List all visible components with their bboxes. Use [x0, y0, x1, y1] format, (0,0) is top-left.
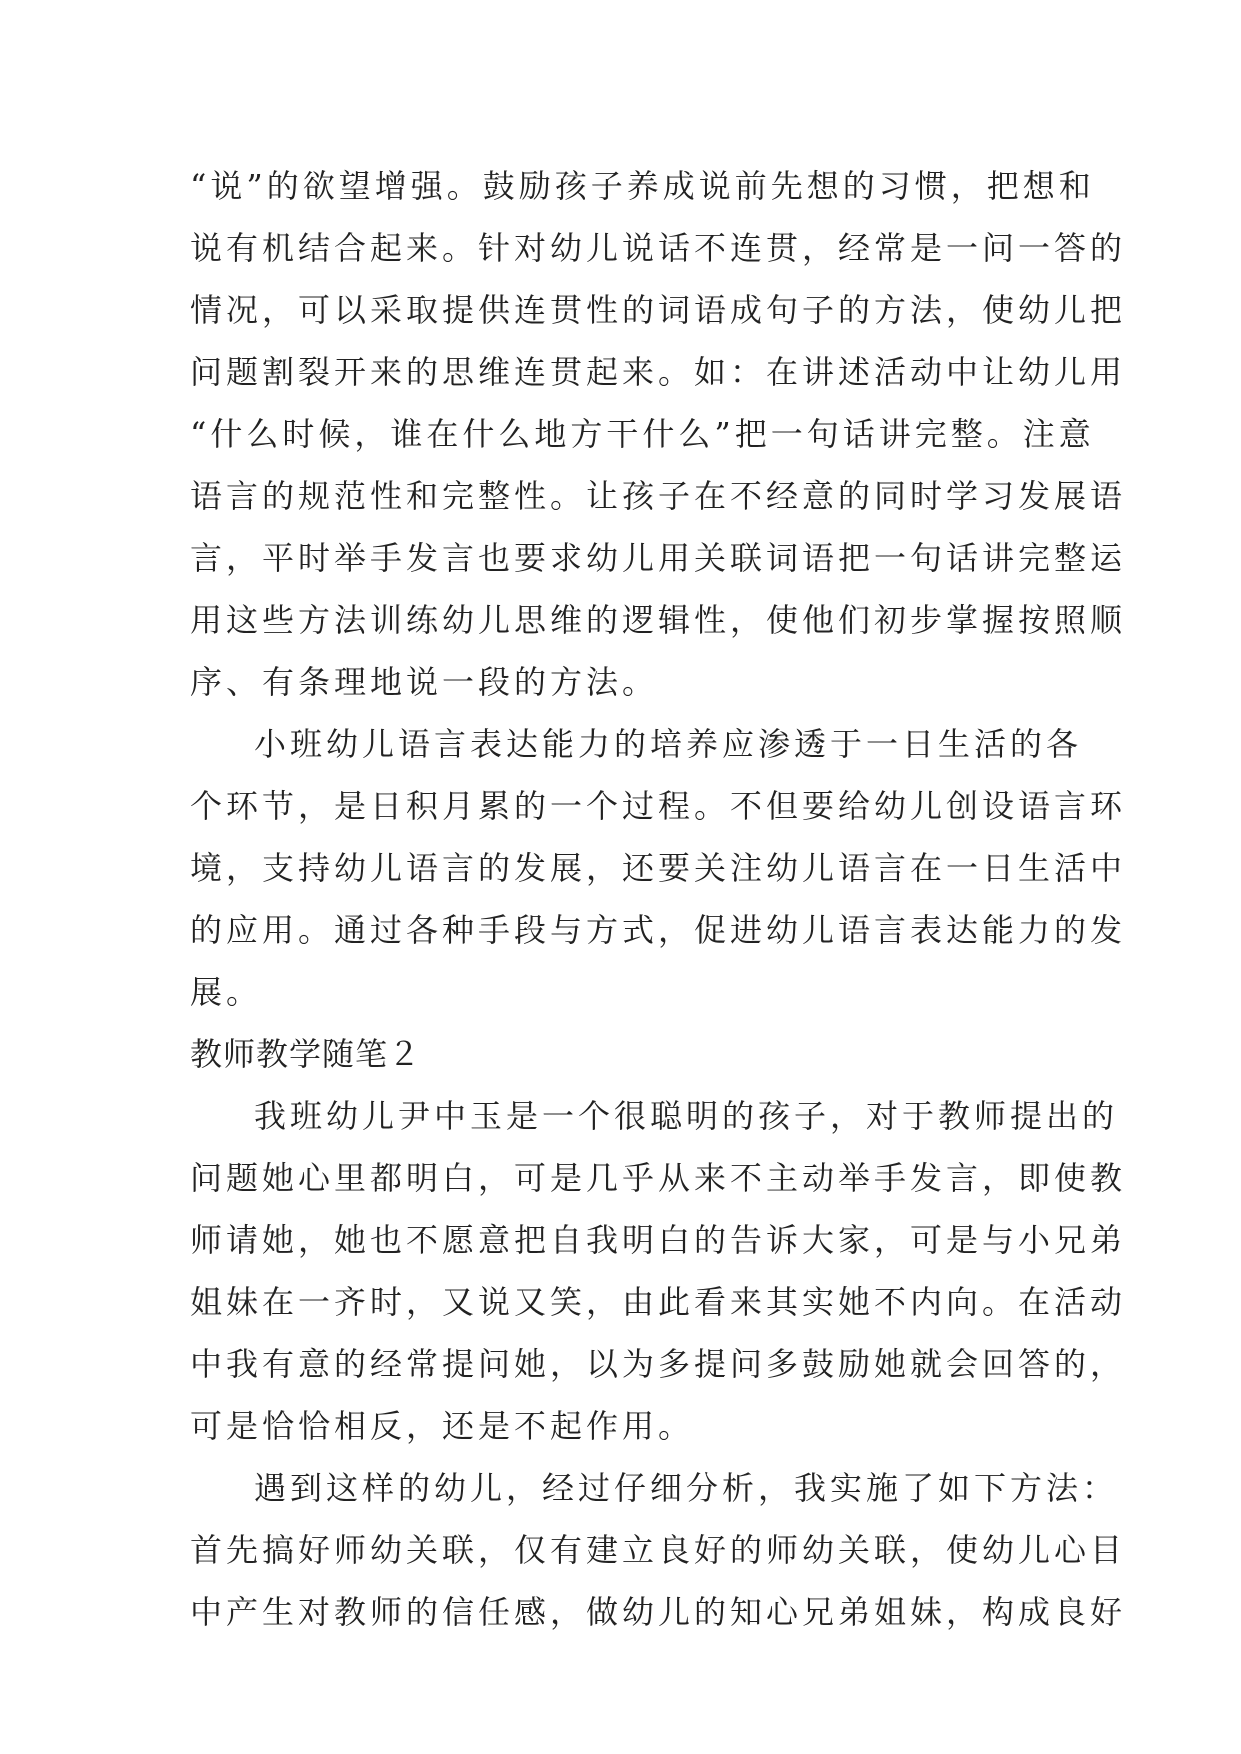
text-line: 境，支持幼儿语言的发展，还要关注幼儿语言在一日生活中	[190, 849, 1127, 887]
text-line: 姐妹在一齐时，又说又笑，由此看来其实她不内向。在活动	[190, 1283, 1127, 1321]
paragraph-first-line: 小班幼儿语言表达能力的培养应渗透于一日生活的各	[254, 725, 1083, 763]
text-line: 说有机结合起来。针对幼儿说话不连贯，经常是一问一答的	[190, 229, 1127, 267]
text-line: 言，平时举手发言也要求幼儿用关联词语把一句话讲完整运	[190, 539, 1127, 577]
document-body	[190, 155, 1127, 1643]
text-line: 师请她，她也不愿意把自我明白的告诉大家，可是与小兄弟	[190, 1221, 1127, 1259]
text-line: 个环节，是日积月累的一个过程。不但要给幼儿创设语言环	[190, 787, 1127, 825]
text-line: “什么时候，谁在什么地方干什么”把一句话讲完整。注意	[190, 415, 1095, 453]
paragraph-first-line: 遇到这样的幼儿，经过仔细分析，我实施了如下方法：	[254, 1469, 1119, 1507]
text-line: 用这些方法训练幼儿思维的逻辑性，使他们初步掌握按照顺	[190, 601, 1127, 639]
text-line: 情况，可以采取提供连贯性的词语成句子的方法，使幼儿把	[190, 291, 1127, 329]
text-line: 语言的规范性和完整性。让孩子在不经意的同时学习发展语	[190, 477, 1127, 515]
text-line: 展。	[190, 973, 263, 1011]
text-line: 序、有条理地说一段的方法。	[190, 663, 659, 701]
text-line: 中我有意的经常提问她，以为多提问多鼓励她就会回答的，	[190, 1345, 1127, 1383]
text-line: 的应用。通过各种手段与方式，促进幼儿语言表达能力的发	[190, 911, 1127, 949]
paragraph-first-line: 我班幼儿尹中玉是一个很聪明的孩子，对于教师提出的	[254, 1097, 1119, 1135]
text-line: 中产生对教师的信任感，做幼儿的知心兄弟姐妹，构成良好	[190, 1593, 1127, 1631]
text-line: 问题割裂开来的思维连贯起来。如：在讲述活动中让幼儿用	[190, 353, 1127, 391]
text-line: 问题她心里都明白，可是几乎从来不主动举手发言，即使教	[190, 1159, 1127, 1197]
text-line: 首先搞好师幼关联，仅有建立良好的师幼关联，使幼儿心目	[190, 1531, 1127, 1569]
text-line: 可是恰恰相反，还是不起作用。	[190, 1407, 695, 1445]
section-heading: 教师教学随笔２	[190, 1035, 422, 1073]
text-line: “说”的欲望增强。鼓励孩子养成说前先想的习惯，把想和	[190, 167, 1095, 205]
